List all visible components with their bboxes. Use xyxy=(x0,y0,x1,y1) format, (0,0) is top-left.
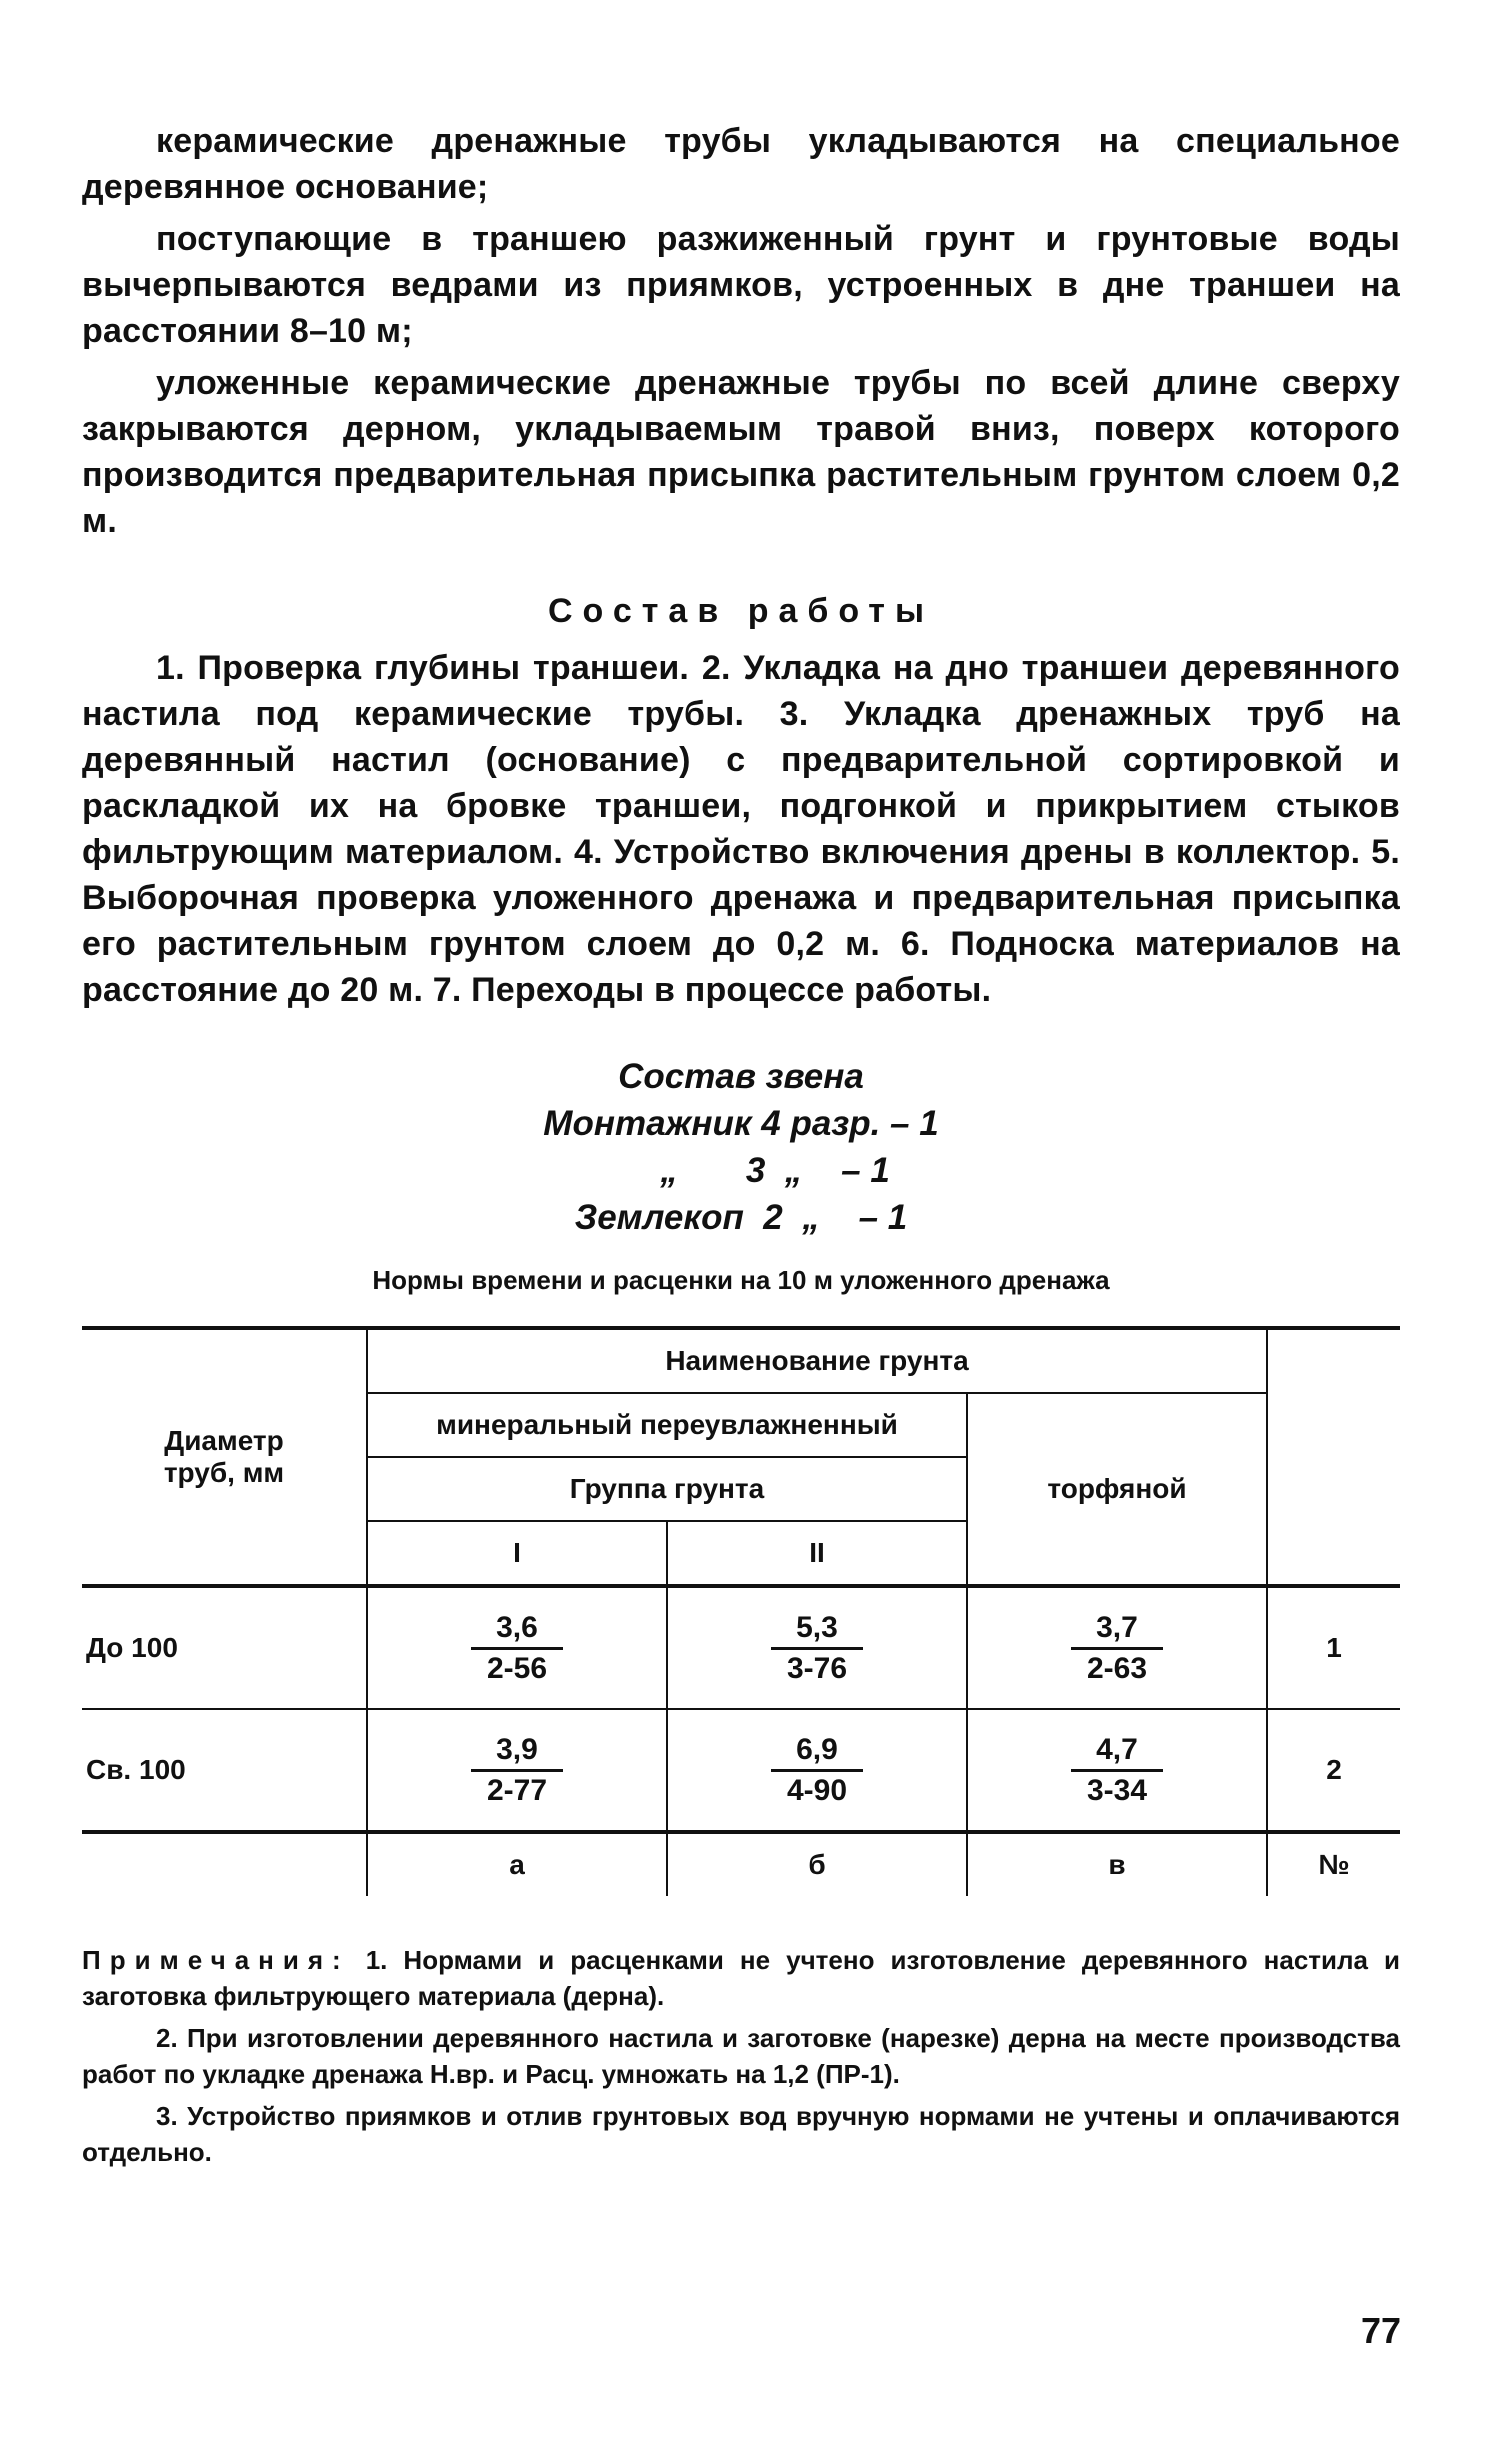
header-diameter: Диаметр труб, мм xyxy=(82,1328,367,1586)
table-footer-row xyxy=(82,1832,1400,1896)
crew-line-2: „ 3 „ – 1 xyxy=(592,1151,890,1190)
rate: 4-90 xyxy=(786,1773,848,1807)
norms-table xyxy=(82,1326,1400,1896)
norm-time: 6,9 xyxy=(771,1731,863,1772)
footer-a: а xyxy=(367,1832,667,1896)
table-row xyxy=(82,1586,1400,1709)
row-label: Св. 100 xyxy=(82,1709,367,1832)
page xyxy=(82,118,1400,2176)
rate: 3-76 xyxy=(786,1651,848,1685)
rate: 3-34 xyxy=(1086,1773,1148,1807)
notes xyxy=(82,1942,1400,2170)
norm-time: 4,7 xyxy=(1071,1731,1163,1772)
norm-time: 3,6 xyxy=(471,1609,563,1650)
footer-c: в xyxy=(967,1832,1267,1896)
row-label: До 100 xyxy=(82,1586,367,1709)
header-soil-name: Наименование грунта xyxy=(367,1328,1267,1393)
note-2: 2. При изготовлении деревянного настила и заготовке (нарезке) дерна на месте производства работ по укладке дренажа Н.вр. и Расц. умножать на 1,2 (ПР-1). xyxy=(82,2023,1400,2089)
footer-number: № xyxy=(1267,1832,1400,1896)
header-group-1: I xyxy=(367,1521,667,1586)
header-group-2: II xyxy=(667,1521,967,1586)
intro-paragraph-2: поступающие в траншею разжиженный грунт и грунтовые воды вычерпываются ведрами из приямков, устроенных в дне траншеи на расстоянии 8–10 м; xyxy=(82,220,1400,350)
intro-paragraph-3: уложенные керамические дренажные трубы по всей длине сверху закрываются дерном, укладываемым травой вниз, поверх которого производится предварительная присыпка растительным грунтом слоем 0,2 м. xyxy=(82,364,1400,540)
header-peat: торфяной xyxy=(967,1393,1267,1586)
rate: 2-63 xyxy=(1086,1651,1148,1685)
crew-block xyxy=(82,1053,1400,1241)
page-number: 77 xyxy=(1360,2310,1401,2351)
notes-label: Примечания: xyxy=(82,1945,350,1975)
cell-c xyxy=(967,1709,1267,1832)
row-number: 2 xyxy=(1267,1709,1400,1832)
row-number: 1 xyxy=(1267,1586,1400,1709)
footer-empty xyxy=(82,1832,367,1896)
crew-title: Состав звена xyxy=(618,1057,864,1096)
cell-c xyxy=(967,1586,1267,1709)
intro-paragraph-1: керамические дренажные трубы укладываются на специальное деревянное основание; xyxy=(82,122,1400,206)
note-3: 3. Устройство приямков и отлив грунтовых вод вручную нормами не учтены и оплачиваются отдельно. xyxy=(82,2101,1400,2167)
cell-b xyxy=(667,1586,967,1709)
norm-time: 3,9 xyxy=(471,1731,563,1772)
cell-a xyxy=(367,1586,667,1709)
norm-time: 5,3 xyxy=(771,1609,863,1650)
rate: 2-77 xyxy=(486,1773,548,1807)
crew-line-3: Землекоп 2 „ – 1 xyxy=(574,1198,908,1237)
footer-b: б xyxy=(667,1832,967,1896)
rate: 2-56 xyxy=(486,1651,548,1685)
header-empty xyxy=(1267,1328,1400,1586)
table-caption: Нормы времени и расценки на 10 м уложенного дренажа xyxy=(372,1265,1110,1295)
cell-b xyxy=(667,1709,967,1832)
note-1: 1. Нормами и расценками не учтено изготовление деревянного настила и заготовка фильтрующего материала (дерна). xyxy=(82,1945,1400,2011)
cell-a xyxy=(367,1709,667,1832)
work-text: 1. Проверка глубины траншеи. 2. Укладка на дно траншеи деревянного настила под керамические трубы. 3. Укладка дренажных труб на деревянный настил (основание) с предварительной сортировкой и раскладкой их на бровке траншеи, подгонкой и прикрытием стыков фильтрующим материалом. 4. Устройство включения дрены в коллектор. 5. Выборочная проверка уложенного дренажа и предварительная присыпка его растительным грунтом слоем до 0,2 м. 6. Подноска материалов на расстояние до 20 м. 7. Переходы в процессе работы. xyxy=(82,649,1400,1009)
header-mineral: минеральный переувлажненный xyxy=(367,1393,967,1457)
work-heading: Состав работы xyxy=(548,592,934,630)
crew-line-1: Монтажник 4 разр. – 1 xyxy=(543,1104,939,1143)
norm-time: 3,7 xyxy=(1071,1609,1163,1650)
header-group: Группа грунта xyxy=(367,1457,967,1521)
table-row xyxy=(82,1709,1400,1832)
